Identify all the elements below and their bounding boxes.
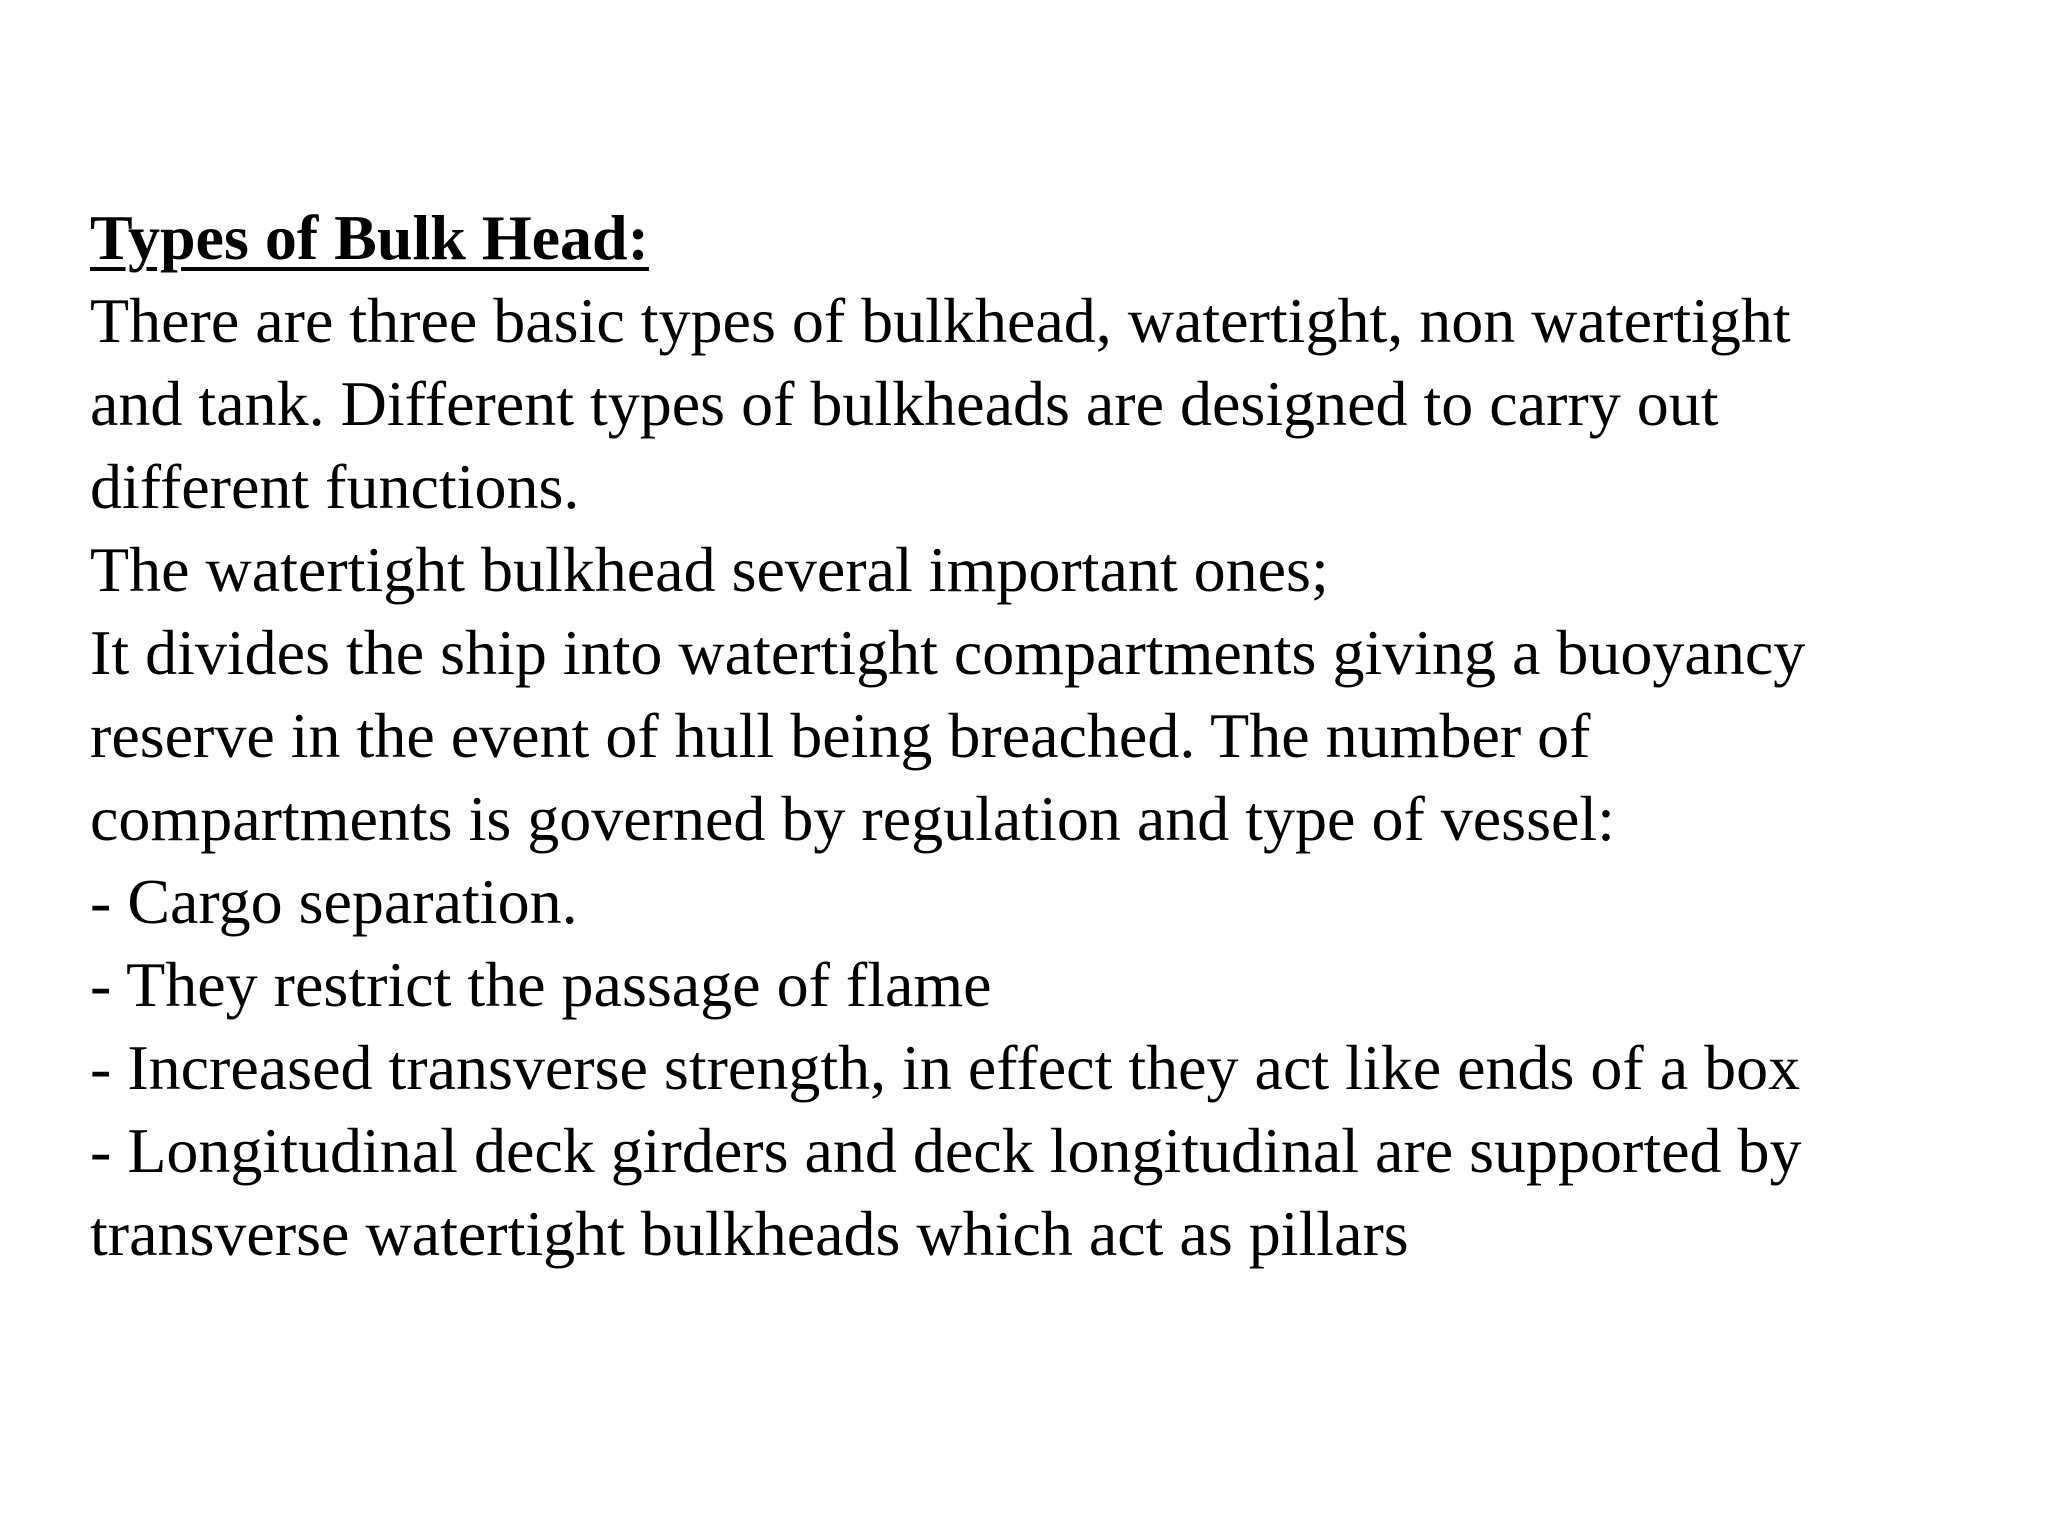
bullet-longitudinal-girders-cont: transverse watertight bulkheads which act as pillars [90, 1198, 1409, 1269]
bullet-restrict-flame: - They restrict the passage of flame [90, 949, 992, 1020]
body-line-6: reserve in the event of hull being breached. The number of [90, 700, 1591, 771]
section-heading: Types of Bulk Head: [90, 202, 649, 273]
document-body [90, 196, 2010, 1275]
body-line-3: different functions. [90, 451, 580, 522]
bullet-cargo-separation: - Cargo separation. [90, 866, 578, 937]
body-line-5: It divides the ship into watertight compartments giving a buoyancy [90, 617, 1806, 688]
body-line-4: The watertight bulkhead several important ones; [90, 534, 1329, 605]
body-line-2: and tank. Different types of bulkheads are designed to carry out [90, 368, 1719, 439]
body-line-7: compartments is governed by regulation and type of vessel: [90, 783, 1615, 854]
bullet-longitudinal-girders: - Longitudinal deck girders and deck longitudinal are supported by [90, 1115, 1802, 1186]
bullet-transverse-strength: - Increased transverse strength, in effect they act like ends of a box [90, 1032, 1801, 1103]
body-line-1: There are three basic types of bulkhead, watertight, non watertight [90, 285, 1791, 356]
